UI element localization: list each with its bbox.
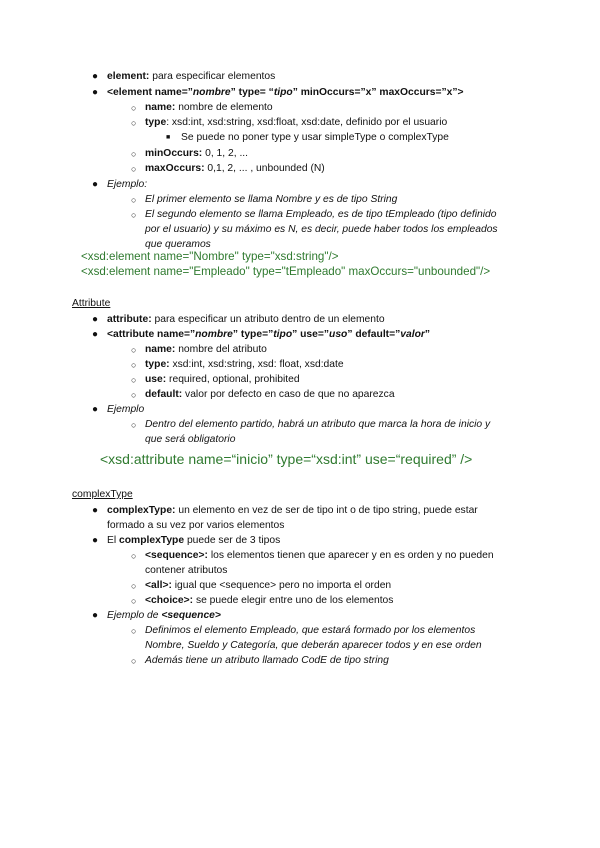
circle-bullet-icon: ○ [131, 345, 137, 355]
sequence-example-line: Definimos el elemento Empleado, que estará formado por los elementos [145, 625, 476, 636]
bullet-icon: ● [92, 404, 99, 415]
complextype-item: complexType: un elemento en vez de ser de tipo int o de tipo string, puede estar [107, 505, 478, 516]
circle-bullet-icon: ○ [131, 103, 137, 113]
attr-example-line: que será obligatorio [145, 434, 236, 445]
circle-bullet-icon: ○ [131, 149, 137, 159]
square-bullet-icon: ■ [166, 134, 171, 141]
example-label: Ejemplo: [107, 179, 148, 190]
choice-item: <choice>: se puede elegir entre uno de los elementos [145, 595, 394, 606]
attr-example-label: Ejemplo [107, 404, 145, 415]
circle-bullet-icon: ○ [131, 420, 137, 430]
all-item: <all>: igual que <sequence> pero no importa el orden [145, 580, 392, 591]
circle-bullet-icon: ○ [131, 164, 137, 174]
section-title-attribute: Attribute [72, 298, 111, 309]
example-line: El primer elemento se llama Nombre y es de tipo String [145, 194, 398, 205]
attr-default-item: default: valor por defecto en caso de que no aparezca [145, 389, 395, 400]
example-line: por el usuario) y su máximo es N, es decir, puede haber todos los empleados [145, 224, 498, 235]
code-line: <xsd:element name="Nombre" type="xsd:string"/> [81, 250, 339, 263]
types-item: El complexType puede ser de 3 tipos [107, 535, 281, 546]
attribute-syntax: <attribute name=”nombre” type=”tipo” use=”uso” default=”valor” [107, 329, 431, 340]
bullet-icon: ● [92, 87, 99, 98]
circle-bullet-icon: ○ [131, 118, 137, 128]
code-line: <xsd:element name="Empleado" type="tEmpleado" maxOccurs="unbounded"/> [81, 265, 491, 278]
circle-bullet-icon: ○ [131, 390, 137, 400]
sequence-example-line: Además tiene un atributo llamado CodE de tipo string [145, 655, 389, 666]
element-syntax: <element name=”nombre” type= “tipo” minOccurs=”x” maxOccurs=”x”> [107, 87, 464, 98]
attr-example-line: Dentro del elemento partido, habrá un atributo que marca la hora de inicio y [145, 419, 491, 430]
example-line: que queramos [145, 239, 211, 250]
circle-bullet-icon: ○ [131, 195, 137, 205]
attribute-item: attribute: para especificar un atributo dentro de un elemento [107, 314, 385, 325]
sequence-example-label: Ejemplo de <sequence> [107, 610, 221, 621]
attr-name-item: name: nombre del atributo [145, 344, 267, 355]
element-item: element: para especificar elementos [107, 71, 276, 82]
bullet-icon: ● [92, 329, 99, 340]
circle-bullet-icon: ○ [131, 551, 137, 561]
bullet-icon: ● [92, 610, 99, 621]
sequence-example-line: Nombre, Sueldo y Categoría, que deberán aparecer todos y en ese orden [145, 640, 482, 651]
circle-bullet-icon: ○ [131, 360, 137, 370]
sequence-item: <sequence>: los elementos tienen que aparecer y en es orden y no pueden [145, 550, 494, 561]
attr-type-item: type: xsd:int, xsd:string, xsd: float, xsd:date [145, 359, 344, 370]
name-item: name: nombre de elemento [145, 102, 273, 113]
circle-bullet-icon: ○ [131, 210, 137, 220]
sequence-item-cont: contener atributos [145, 565, 228, 576]
circle-bullet-icon: ○ [131, 375, 137, 385]
bullet-icon: ● [92, 314, 99, 325]
attr-code-line: <xsd:attribute name=“inicio” type=“xsd:int” use=“required” /> [100, 451, 473, 467]
circle-bullet-icon: ○ [131, 656, 137, 666]
complextype-item-cont: formado a su vez por varios elementos [107, 520, 285, 531]
type-note: Se puede no poner type y usar simpleType o complexType [181, 132, 449, 143]
section-title-complextype: complexType [72, 489, 133, 500]
maxoccurs-item: maxOccurs: 0,1, 2, ... , unbounded (N) [145, 163, 325, 174]
type-item: type: xsd:int, xsd:string, xsd:float, xsd:date, definido por el usuario [145, 117, 448, 128]
attr-use-item: use: required, optional, prohibited [145, 374, 300, 385]
example-line: El segundo elemento se llama Empleado, es de tipo tEmpleado (tipo definido [145, 209, 497, 220]
bullet-icon: ● [92, 535, 99, 546]
bullet-icon: ● [92, 179, 99, 190]
bullet-icon: ● [92, 505, 99, 516]
minoccurs-item: minOccurs: 0, 1, 2, ... [145, 148, 249, 159]
circle-bullet-icon: ○ [131, 581, 137, 591]
circle-bullet-icon: ○ [131, 596, 137, 606]
circle-bullet-icon: ○ [131, 626, 137, 636]
bullet-icon: ● [92, 71, 99, 82]
